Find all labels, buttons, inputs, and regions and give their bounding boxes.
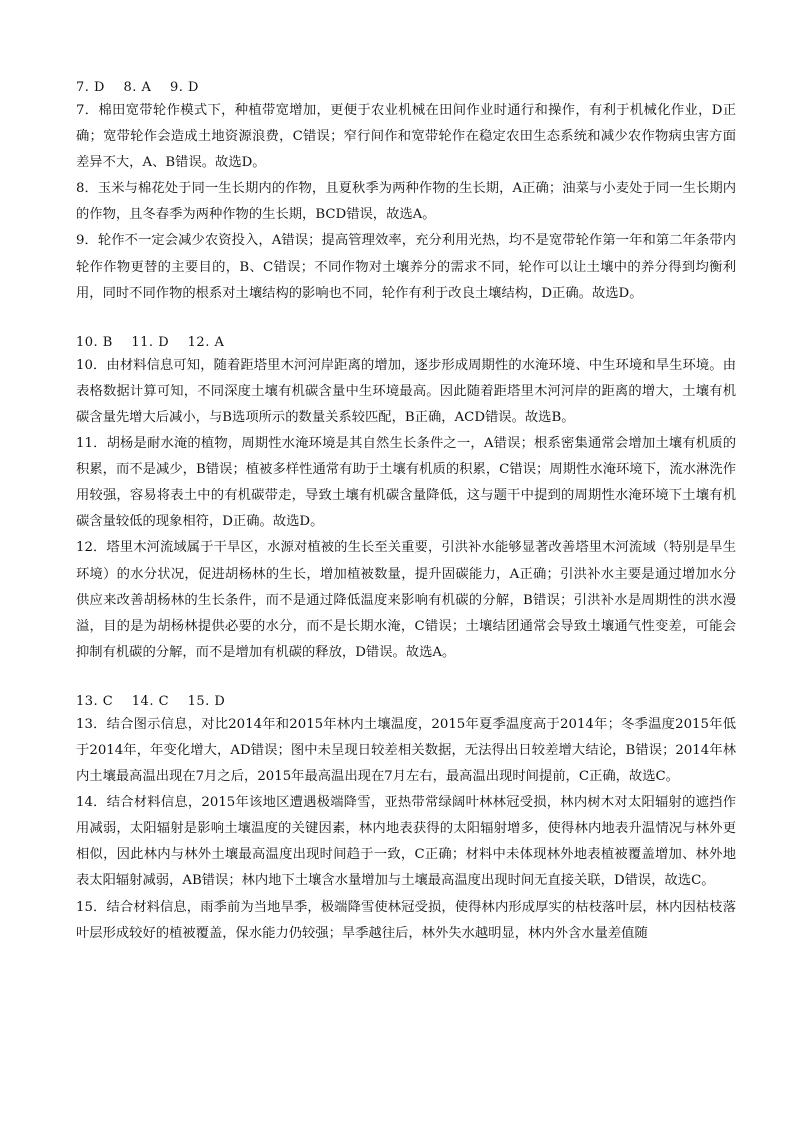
answer-key-line: 7. D 8. A 9. D: [76, 80, 199, 95]
section-spacer: [76, 666, 736, 692]
explanation-q14: 14．结合材料信息，2015年该地区遭遇极端降雪，亚热带常绿阔叶林林冠受损，林内树木对太阳辐射的遮挡作用减弱，太阳辐射是影响土壤温度的关键因素，林内地表获得的太阳辐射增多，使得林内地表升温情况与林外更相似，因此林内与林外土壤最高温度出现时间趋于一致，C正确；材料中未体现林外地表植被覆盖增加、林外地表太阳辐射减弱，AB错误；林内地下土壤含水量增加与土壤最高温度出现时间无直接关联，D错误，故选C。: [76, 795, 736, 889]
answer-document: [76, 78, 736, 947]
explanation-q11: 11．胡杨是耐水淹的植物，周期性水淹环境是其自然生长条件之一，A错误；根系密集通常会增加土壤有机质的积累，而不是减少，B错误；植被多样性通常有助于土壤有机质的积累，C错误；周期性水淹环境下，流水淋洗作用较强，容易将表土中的有机碳带走，导致土壤有机碳含量降低，这与题干中提到的周期性水淹环境下土壤有机碳含量较低的现象相符，D正确。故选D。: [76, 436, 736, 530]
explanation-q15: 15．结合材料信息，雨季前为当地旱季，极端降雪使林冠受损，使得林内形成厚实的枯枝落叶层，林内因枯枝落叶层形成较好的植被覆盖，保水能力仍较强；旱季越往后，林外失水越明显，林内外含水量差值随: [76, 899, 736, 941]
answer-key-line: 13. C 14. C 15. D: [76, 693, 226, 709]
explanation-q13: 13．结合图示信息，对比2014年和2015年林内土壤温度，2015年夏季温度高于2014年；冬季温度2015年低于2014年，年变化增大，AD错误；图中未呈现日较差相关数据，无法得出日较差增大结论，B错误；2014年林内土壤最高温出现在7月之后，2015年最高温出现在7月左右，最高温出现时间提前，C正确，故选C。: [76, 716, 736, 785]
explanation-q8: 8．玉米与棉花处于同一生长期内的作物，且夏秋季为两种作物的生长期，A正确；油菜与小麦处于同一生长期内的作物，且冬春季为两种作物的生长期，BCD错误，故选A。: [76, 181, 736, 223]
explanation-q12: 12．塔里木河流域属于干旱区，水源对植被的生长至关重要，引洪补水能够显著改善塔里木河流域（特别是旱生环境）的水分状况，促进胡杨林的生长，增加植被数量，提升固碳能力，A正确；引洪补水主要是通过增加水分供应来改善胡杨林的生长条件，而不是通过降低温度来影响有机碳的分解，B错误；引洪补水是周期性的洪水漫溢，目的是为胡杨林提供必要的水分，而不是长期水淹，C错误；土壤结团通常会导致土壤通气性变差，可能会抑制有机碳的分解，而不是增加有机碳的释放，D错误。故选A。: [76, 540, 736, 660]
explanation-q7: 7．棉田宽带轮作模式下，种植带宽增加，更便于农业机械在田间作业时通行和操作，有利于机械化作业，D正确；宽带轮作会造成土地资源浪费，C错误；窄行间作和宽带轮作在稳定农田生态系统和减少农作物病虫害方面差异不大，A、B错误。故选D。: [76, 103, 736, 171]
answer-key-line: 10. B 11. D 12. A: [76, 334, 225, 350]
answer-section-10-12: [76, 333, 736, 666]
answer-section-13-15: [76, 692, 736, 947]
explanation-q9: 9．轮作不一定会减少农资投入，A错误；提高管理效率，充分利用光热，均不是宽带轮作第一年和第二年条带内轮作作物更替的主要目的，B、C错误；不同作物对土壤养分的需求不同，轮作可以让土壤中的养分得到均衡利用，同时不同作物的根系对土壤结构的影响也不同，轮作有利于改良土壤结构，D正确。故选D。: [76, 233, 736, 301]
section-spacer: [76, 307, 736, 333]
answer-section-7-9: [76, 78, 736, 307]
explanation-q10: 10．由材料信息可知，随着距塔里木河河岸距离的增加，逐步形成周期性的水淹环境、中生环境和旱生环境。由表格数据计算可知，不同深度土壤有机碳含量中生环境最高。因此随着距塔里木河河岸的距离的增大，土壤有机碳含量先增大后减小，与B选项所示的数量关系较匹配，B正确，ACD错误。故选B。: [76, 357, 736, 425]
